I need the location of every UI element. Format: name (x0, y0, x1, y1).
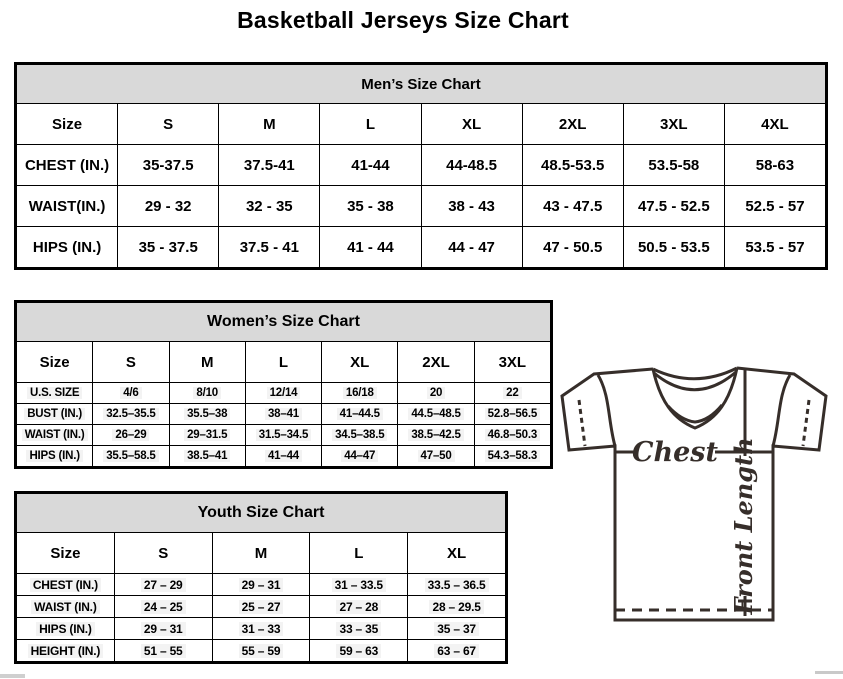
womens-cell-value: 41–44 (265, 450, 302, 462)
mens-value-cell (421, 227, 522, 268)
womens-row (17, 425, 551, 446)
womens-cell-value: 26–29 (112, 429, 149, 441)
youth-cell-value: 24 – 25 (141, 600, 186, 614)
mens-cell-value: 43 - 47.5 (543, 197, 603, 215)
youth-value-cell (310, 596, 408, 618)
womens-size-table (14, 300, 553, 469)
page-title: Basketball Jerseys Size Chart (237, 7, 569, 33)
youth-value-cell (212, 618, 310, 640)
right-cuff-dashed-line (803, 400, 809, 446)
womens-value-cell (245, 446, 321, 467)
womens-cell-value: 41–44.5 (337, 408, 383, 420)
youth-value-cell (212, 596, 310, 618)
womens-row-label: HIPS (IN.) (26, 450, 82, 462)
womens-cell-value: 20 (427, 387, 445, 399)
womens-row-label-cell (17, 404, 93, 425)
womens-row-label-cell (17, 383, 93, 404)
mens-value-cell (320, 145, 421, 186)
youth-col-header-m: M (212, 533, 310, 574)
youth-row-label: CHEST (IN.) (30, 578, 101, 592)
mens-size-table (14, 62, 828, 270)
mens-value-cell (219, 145, 320, 186)
youth-row (17, 640, 506, 662)
mens-row (17, 145, 826, 186)
youth-size-table (14, 491, 508, 664)
womens-cell-value: 46.8–50.3 (485, 429, 540, 441)
mens-table (16, 64, 826, 268)
womens-col-header-l: L (245, 342, 321, 383)
youth-row (17, 574, 506, 596)
youth-value-cell (408, 596, 506, 618)
right-armhole-seam (773, 375, 790, 446)
collar-top-arc (653, 368, 737, 379)
womens-value-cell (474, 404, 550, 425)
youth-cell-value: 35 – 37 (434, 622, 479, 636)
womens-cell-value: 52.8–56.5 (485, 408, 540, 420)
youth-row-label-cell (17, 640, 115, 662)
mens-value-cell (118, 227, 219, 268)
womens-cell-value: 12/14 (267, 387, 301, 399)
left-armhole-seam (598, 375, 615, 446)
womens-cell-value: 4/6 (120, 387, 141, 399)
womens-cell-value: 38–41 (265, 408, 302, 420)
womens-row-label: BUST (IN.) (24, 408, 85, 420)
bottom-left-artifact (0, 674, 25, 678)
womens-value-cell (474, 425, 550, 446)
youth-row-label-cell (17, 574, 115, 596)
youth-value-cell (310, 640, 408, 662)
youth-row-label-cell (17, 618, 115, 640)
youth-value-cell (212, 574, 310, 596)
womens-value-cell (169, 383, 245, 404)
mens-cell-value: 58-63 (755, 156, 795, 174)
mens-value-cell (522, 145, 623, 186)
womens-cell-value: 31.5–34.5 (256, 429, 311, 441)
womens-value-cell (398, 383, 474, 404)
youth-cell-value: 55 – 59 (239, 644, 284, 658)
mens-value-cell (118, 186, 219, 227)
womens-col-header-size: Size (17, 342, 93, 383)
mens-row-label-cell (17, 145, 118, 186)
mens-value-cell (724, 186, 825, 227)
womens-col-header-m: M (169, 342, 245, 383)
womens-row-label-cell (17, 425, 93, 446)
mens-value-cell (421, 186, 522, 227)
mens-row-label-cell (17, 227, 118, 268)
womens-value-cell (398, 425, 474, 446)
youth-table-title: Youth Size Chart (17, 494, 506, 533)
mens-cell-value: 37.5 - 41 (239, 238, 299, 256)
mens-col-header-s: S (118, 104, 219, 145)
mens-cell-value: 44-48.5 (446, 156, 497, 174)
youth-cell-value: 33 – 35 (336, 622, 381, 636)
mens-col-header-size: Size (17, 104, 118, 145)
mens-col-header-3xl: 3XL (623, 104, 724, 145)
youth-col-header-xl: XL (408, 533, 506, 574)
youth-value-cell (408, 574, 506, 596)
mens-value-cell (623, 145, 724, 186)
youth-row-label-cell (17, 596, 115, 618)
mens-col-header-4xl: 4XL (724, 104, 825, 145)
mens-cell-value: 35-37.5 (142, 156, 194, 174)
womens-table-title: Women’s Size Chart (17, 303, 551, 342)
youth-value-cell (114, 640, 212, 662)
youth-cell-value: 25 – 27 (239, 600, 284, 614)
mens-value-cell (219, 227, 320, 268)
mens-value-cell (118, 145, 219, 186)
mens-cell-value: 41-44 (351, 156, 390, 174)
youth-col-header-l: L (310, 533, 408, 574)
mens-cell-value: 47 - 50.5 (543, 238, 603, 256)
youth-value-cell (310, 618, 408, 640)
youth-row-label: HEIGHT (IN.) (28, 644, 104, 658)
womens-cell-value: 38.5–41 (184, 450, 230, 462)
womens-cell-value: 38.5–42.5 (408, 429, 463, 441)
mens-col-header-xl: XL (421, 104, 522, 145)
youth-row (17, 618, 506, 640)
mens-value-cell (522, 186, 623, 227)
youth-cell-value: 29 – 31 (239, 578, 284, 592)
youth-value-cell (408, 640, 506, 662)
jersey-diagram-icon (556, 357, 840, 627)
mens-row (17, 186, 826, 227)
mens-cell-value: 38 - 43 (448, 197, 495, 215)
mens-row-label-cell (17, 186, 118, 227)
mens-cell-value: 53.5-58 (648, 156, 700, 174)
mens-row-label: CHEST (IN.) (24, 156, 110, 174)
mens-col-header-2xl: 2XL (522, 104, 623, 145)
youth-cell-value: 27 – 28 (336, 600, 381, 614)
womens-value-cell (169, 404, 245, 425)
womens-row (17, 404, 551, 425)
womens-value-cell (322, 425, 398, 446)
mens-cell-value: 41 - 44 (347, 238, 394, 256)
mens-cell-value: 44 - 47 (448, 238, 495, 256)
youth-cell-value: 27 – 29 (141, 578, 186, 592)
mens-cell-value: 37.5-41 (243, 156, 295, 174)
mens-cell-value: 53.5 - 57 (745, 238, 805, 256)
youth-cell-value: 33.5 – 36.5 (425, 578, 489, 592)
womens-row-label-cell (17, 446, 93, 467)
womens-cell-value: 47–50 (418, 450, 455, 462)
mens-value-cell (522, 227, 623, 268)
womens-cell-value: 44.5–48.5 (408, 408, 463, 420)
womens-value-cell (474, 446, 550, 467)
mens-cell-value: 48.5-53.5 (540, 156, 605, 174)
womens-cell-value: 35.5–58.5 (103, 450, 158, 462)
womens-col-header-xl: XL (322, 342, 398, 383)
mens-cell-value: 29 - 32 (144, 197, 192, 215)
vneck-outer (653, 368, 737, 428)
mens-row-label: WAIST(IN.) (28, 197, 106, 215)
youth-cell-value: 31 – 33 (239, 622, 284, 636)
womens-row (17, 383, 551, 404)
mens-value-cell (320, 186, 421, 227)
mens-value-cell (724, 227, 825, 268)
womens-value-cell (93, 425, 169, 446)
youth-value-cell (408, 618, 506, 640)
womens-cell-value: 44–47 (341, 450, 378, 462)
youth-value-cell (212, 640, 310, 662)
jersey-measurement-diagram (556, 357, 840, 627)
womens-cell-value: 54.3–58.3 (485, 450, 540, 462)
youth-row (17, 596, 506, 618)
womens-row-label: WAIST (IN.) (22, 429, 88, 441)
jersey-outline (562, 368, 826, 620)
womens-cell-value: 8/10 (193, 387, 221, 399)
mens-cell-value: 35 - 38 (347, 197, 394, 215)
youth-cell-value: 51 – 55 (141, 644, 186, 658)
womens-cell-value: 34.5–38.5 (332, 429, 387, 441)
mens-row (17, 227, 826, 268)
mens-col-header-m: M (219, 104, 320, 145)
youth-value-cell (310, 574, 408, 596)
front-length-label: Front Length (729, 437, 758, 615)
youth-col-header-s: S (114, 533, 212, 574)
youth-row-label: HIPS (IN.) (36, 622, 95, 636)
womens-cell-value: 35.5–38 (184, 408, 230, 420)
bottom-right-artifact (815, 671, 843, 674)
womens-value-cell (169, 446, 245, 467)
womens-value-cell (93, 383, 169, 404)
mens-value-cell (320, 227, 421, 268)
womens-cell-value: 22 (503, 387, 521, 399)
womens-row-label: U.S. SIZE (27, 387, 82, 399)
mens-table-title: Men’s Size Chart (17, 65, 826, 104)
mens-value-cell (724, 145, 825, 186)
mens-row-label: HIPS (IN.) (32, 238, 102, 256)
womens-value-cell (245, 404, 321, 425)
youth-cell-value: 59 – 63 (336, 644, 381, 658)
womens-value-cell (322, 383, 398, 404)
youth-cell-value: 28 – 29.5 (429, 600, 483, 614)
mens-cell-value: 47.5 - 52.5 (637, 197, 710, 215)
womens-cell-value: 32.5–35.5 (103, 408, 158, 420)
mens-value-cell (219, 186, 320, 227)
youth-cell-value: 63 – 67 (434, 644, 479, 658)
left-cuff-dashed-line (579, 400, 585, 446)
womens-value-cell (322, 404, 398, 425)
womens-value-cell (398, 446, 474, 467)
youth-value-cell (114, 574, 212, 596)
youth-table (16, 493, 506, 662)
mens-cell-value: 35 - 37.5 (138, 238, 198, 256)
womens-col-header-s: S (93, 342, 169, 383)
womens-table (16, 302, 551, 467)
womens-value-cell (322, 446, 398, 467)
womens-value-cell (93, 404, 169, 425)
youth-cell-value: 31 – 33.5 (332, 578, 386, 592)
chest-label: Chest (632, 437, 718, 468)
mens-value-cell (623, 186, 724, 227)
mens-cell-value: 50.5 - 53.5 (637, 238, 710, 256)
womens-value-cell (245, 425, 321, 446)
womens-value-cell (474, 383, 550, 404)
womens-value-cell (245, 383, 321, 404)
womens-row (17, 446, 551, 467)
mens-cell-value: 52.5 - 57 (745, 197, 805, 215)
womens-col-header-2xl: 2XL (398, 342, 474, 383)
vneck-inner (668, 405, 722, 422)
womens-value-cell (398, 404, 474, 425)
womens-cell-value: 16/18 (343, 387, 377, 399)
youth-cell-value: 29 – 31 (141, 622, 186, 636)
mens-value-cell (623, 227, 724, 268)
mens-cell-value: 32 - 35 (245, 197, 293, 215)
womens-value-cell (93, 446, 169, 467)
youth-value-cell (114, 596, 212, 618)
youth-row-label: WAIST (IN.) (31, 600, 99, 614)
womens-col-header-3xl: 3XL (474, 342, 550, 383)
womens-value-cell (169, 425, 245, 446)
youth-col-header-size: Size (17, 533, 115, 574)
mens-col-header-l: L (320, 104, 421, 145)
mens-value-cell (421, 145, 522, 186)
womens-cell-value: 29–31.5 (184, 429, 230, 441)
youth-value-cell (114, 618, 212, 640)
